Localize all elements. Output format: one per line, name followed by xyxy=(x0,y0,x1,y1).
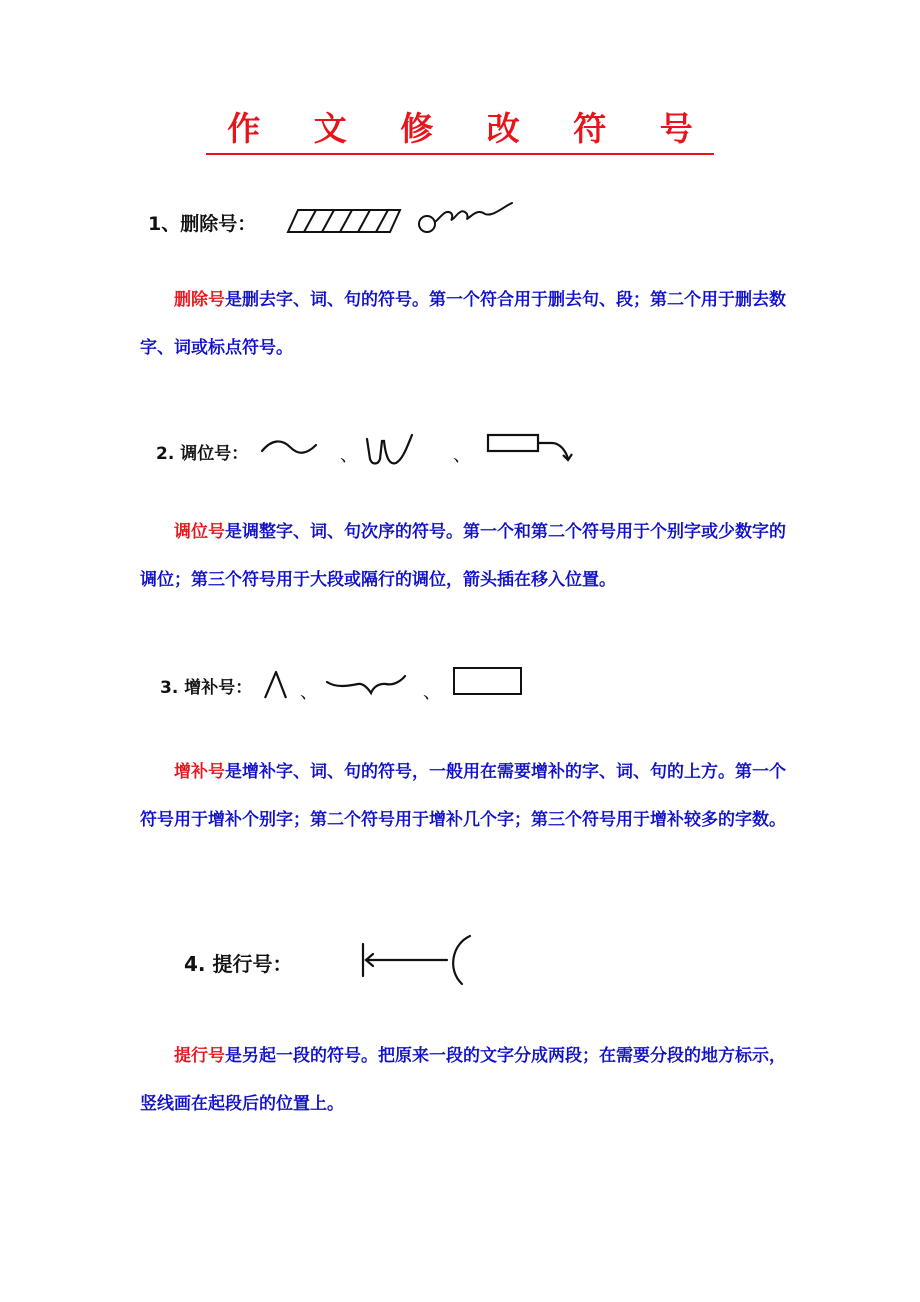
title-text: 作 文 修 改 符 号 xyxy=(206,108,713,155)
section-4-symbol-row xyxy=(0,930,920,990)
box-arrow-symbol xyxy=(488,435,572,460)
separator-3b: 、 xyxy=(423,682,441,703)
brace-wave-symbol xyxy=(327,676,405,693)
tilde-wave-symbol xyxy=(262,441,316,452)
section-1-description xyxy=(140,276,790,372)
section-3-symbol-row xyxy=(0,660,920,710)
separator-2b: 、 xyxy=(453,445,471,466)
term-delete: 删除号 xyxy=(174,290,225,310)
section-3-label: 3. 增补号： xyxy=(160,678,253,698)
insert-symbols-figure xyxy=(0,660,920,710)
separator-3a: 、 xyxy=(300,682,318,703)
new-paragraph-symbol-figure xyxy=(0,930,920,990)
section-4-text: 是另起一段的符号。把原来一段的文字分成两段；在需要分段的地方标示，竖线画在起段后的位置上。 xyxy=(140,1046,786,1114)
section-3-description xyxy=(140,748,790,844)
section-1-text: 是删去字、词、句的符号。第一个符合用于删去句、段；第二个用于删去数字、词或标点符号。 xyxy=(140,290,786,358)
loop-squiggle-symbol xyxy=(419,203,512,232)
document-title xyxy=(0,108,920,155)
hatched-box-symbol xyxy=(288,210,400,232)
section-3-text: 是增补字、词、句的符号，一般用在需要增补的字、词、句的上方。第一个符号用于增补个别字；第二个符号用于增补几个字；第三个符号用于增补较多的字数。 xyxy=(140,762,786,830)
term-insert: 增补号 xyxy=(174,762,225,782)
section-2-label: 2. 调位号： xyxy=(156,444,249,464)
delete-symbols-figure xyxy=(0,195,920,245)
separator-2a: 、 xyxy=(340,445,358,466)
term-transpose: 调位号 xyxy=(174,522,225,542)
section-2-symbol-row xyxy=(0,425,920,475)
section-4-description xyxy=(140,1032,790,1128)
section-2-description xyxy=(140,508,790,604)
section-2-text: 是调整字、词、句次序的符号。第一个和第二个符号用于个别字或少数字的调位；第三个符号用于大段或隔行的调位，箭头插在移入位置。 xyxy=(140,522,786,590)
caret-symbol xyxy=(265,672,286,698)
u-wave-symbol xyxy=(367,435,412,464)
section-4-label: 4. 提行号： xyxy=(184,952,293,976)
empty-box-symbol xyxy=(454,668,521,694)
term-new-paragraph: 提行号 xyxy=(174,1046,225,1066)
bar-arrow-arc-symbol xyxy=(363,936,470,984)
section-1-label: 1、删除号： xyxy=(148,213,257,235)
section-1-symbol-row xyxy=(0,195,920,245)
